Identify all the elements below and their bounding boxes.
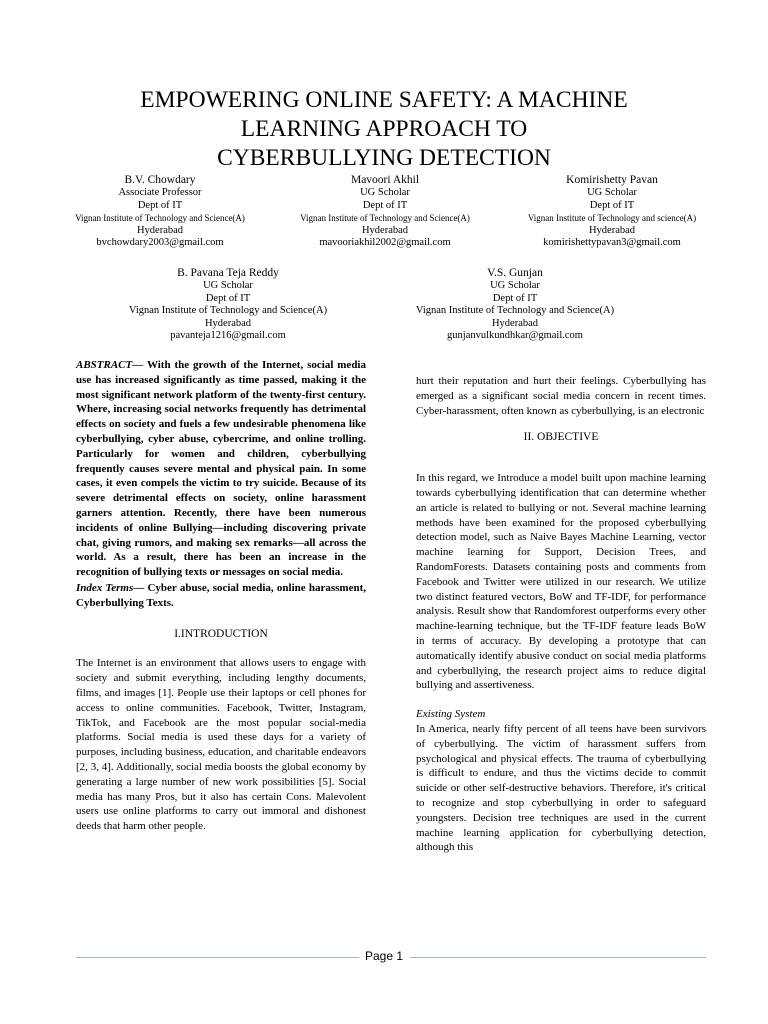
author-email[interactable]: pavanteja1216@gmail.com xyxy=(170,330,286,341)
author-org: Vignan Institute of Technology and science(A) xyxy=(527,213,697,223)
author-name: Komirishetty Pavan xyxy=(566,174,658,186)
title-line-2: LEARNING APPROACH TO xyxy=(240,116,528,142)
author-email[interactable]: gunjanvulkundhkar@gmail.com xyxy=(447,330,583,341)
author-email[interactable]: mavooriakhil2002@gmail.com xyxy=(319,237,451,248)
existing-system-text: In America, nearly fifty percent of all teens have been survivors of cyberbullying. The victim of harassment suffers from psychological and physical effects. The trauma of cyberbullying is difficult to endure, and thus the victims decide to commit suicide or other self-destructive behaviors. Therefore, it's critical to recognize and stop cyberbullying in order to safeguard youngsters. Decision tree techniques are used in the current machine learning application for cyberbullying detection, although this xyxy=(416,722,706,854)
footer-rule-right xyxy=(410,957,706,958)
author-dept: Dept of IT xyxy=(362,199,408,211)
author-role: UG Scholar xyxy=(203,280,253,291)
author-block-1 xyxy=(60,173,260,250)
author-block-5 xyxy=(400,266,630,343)
author-name: V.S. Gunjan xyxy=(487,267,543,279)
author-email[interactable]: bvchowdary2003@gmail.com xyxy=(96,237,224,248)
abstract-text: With the growth of the Internet, social media use has increased significantly as time passed, making it the most significant network platform of the twenty-first century. Where, increasing social networks frequently has detrimental effects on society and fuels a few undesirable phenomena like cyberbullying, cyber abuse, cybercrime, and online trolling. Particularly for women and children, cyberbullying frequently causes severe mental and physical pain. In some cases, it even compels the victim to try suicide. Because of its severe detrimental effects on society, online harassment garners attention. Recently, there have been numerous incidents of online Bullying—including discovering private chat, giving rumors, and making sex remarks—all across the world. As a result, there has been an increase in the recognition of bullying texts or messages on social media. xyxy=(76,359,366,579)
author-dept: Dept of IT xyxy=(205,292,251,304)
author-city: Hyderabad xyxy=(491,317,539,329)
abstract xyxy=(76,358,366,580)
introduction-heading: I.INTRODUCTION xyxy=(174,627,268,640)
objective-heading: II. OBJECTIVE xyxy=(523,431,599,444)
index-terms-label: Index Terms— xyxy=(76,581,145,594)
author-name: B. Pavana Teja Reddy xyxy=(177,267,279,279)
right-column xyxy=(416,374,706,855)
author-dept: Dept of IT xyxy=(589,199,635,211)
author-city: Hyderabad xyxy=(361,224,409,236)
index-terms-text: Cyber abuse, social media, online harassment, Cyberbullying Texts. xyxy=(76,581,367,609)
author-role: Associate Professor xyxy=(118,187,202,198)
author-email[interactable]: komirishettypavan3@gmail.com xyxy=(543,237,681,248)
author-city: Hyderabad xyxy=(136,224,184,236)
existing-system-heading: Existing System xyxy=(416,708,486,721)
abstract-label: ABSTRACT— xyxy=(76,359,144,371)
author-role: UG Scholar xyxy=(490,280,540,291)
author-block-2 xyxy=(285,173,485,250)
author-city: Hyderabad xyxy=(204,317,252,329)
author-block-3 xyxy=(512,173,712,250)
title-line-3: CYBERBULLYING DETECTION xyxy=(217,145,551,171)
continued-text: hurt their reputation and hurt their feelings. Cyberbullying has emerged as a significant social media concern in recent times. Cyber-harassment, often known as cyberbullying, is an electronic xyxy=(416,375,706,417)
author-role: UG Scholar xyxy=(360,187,410,198)
index-terms xyxy=(76,581,366,611)
page-number: Page 1 xyxy=(364,949,404,963)
author-name: B.V. Chowdary xyxy=(124,174,196,186)
introduction-text: The Internet is an environment that allows users to engage with society and submit everything, including lengthy documents, films, and images [1]. People use their laptops or cell phones for access to online communities. Facebook, Twitter, Instagram, TikTok, and Facebook are the most popular social-media platforms. Social media is used these days for a variety of purposes, including business, education, and charitable endeavors [2, 3, 4]. Additionally, social media boosts the global economy by generating a large number of new work possibilities [5]. Social media has many Pros, but it also has certain Cons. Malevolent users use online platforms to carry out immoral and dishonest deeds that harm other people. xyxy=(76,657,366,833)
author-name: Mavoori Akhil xyxy=(350,174,420,186)
author-org: Vignan Institute of Technology and Science(A) xyxy=(75,213,245,223)
author-dept: Dept of IT xyxy=(137,199,183,211)
author-block-4 xyxy=(128,266,328,343)
title-line-1: EMPOWERING ONLINE SAFETY: A MACHINE xyxy=(140,87,628,113)
author-city: Hyderabad xyxy=(588,224,636,236)
author-org: Vignan Institute of Technology and Science(A) xyxy=(128,305,328,316)
author-dept: Dept of IT xyxy=(492,292,538,304)
footer-rule-left xyxy=(76,957,359,958)
author-org: Vignan Institute of Technology and Science(A) xyxy=(300,213,470,223)
author-role: UG Scholar xyxy=(587,187,637,198)
paper-title xyxy=(60,86,708,173)
left-column xyxy=(76,358,366,834)
author-org: Vignan Institute of Technology and Science(A) xyxy=(415,305,615,316)
objective-text: In this regard, we Introduce a model built upon machine learning towards cyberbullying identification that can determine whether an article is related to bullying or not. Several machine learning methods have been examined for the proposed cyberbullying detection model, such as Naive Bayes Machine Learning, vector machine learning for Support, Decision Trees, and RandomForests. Datasets containing posts and comments from Facebook and Twitter were utilized in our research. We utilize two distinct featured vectors, BoW and TF-IDF, for performance analysis. Result show that Randomforest outperforms every other machine-learning technique, but the TF-IDF feature leads BoW in terms of accuracy. By developing a prototype that can automatically identify abusive conduct on social media platforms and cyberbullying, the research project aims to reduce digital bullying and assertiveness. xyxy=(416,472,706,692)
